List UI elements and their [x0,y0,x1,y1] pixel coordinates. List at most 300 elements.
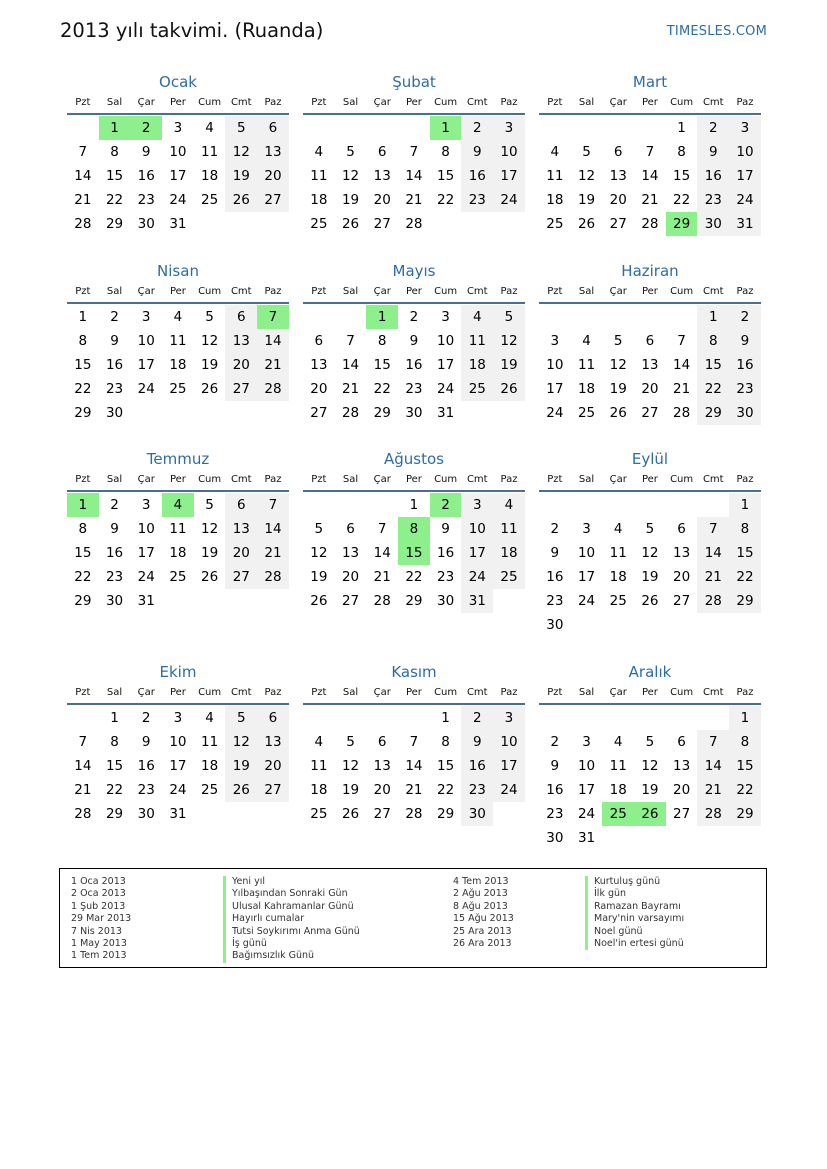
weekday-label: Per [405,687,422,698]
empty-day-cell [493,401,525,425]
month-block [303,71,525,236]
day-cell: 4 [205,710,214,726]
day-cell: 19 [341,782,360,798]
day-cell: 6 [225,305,257,329]
month-name: Ağustos [384,450,444,468]
day-cell: 6 [257,706,289,730]
empty-day-cell [602,116,634,140]
empty-day-cell [634,826,666,850]
day-cell: 23 [405,381,423,397]
day-cell: 20 [609,192,627,208]
day-cell: 21 [405,782,423,798]
legend-date: 2 Oca 2013 [71,888,126,900]
day-cell: 7 [409,734,419,750]
day-cell: 9 [441,521,450,537]
day-cell: 9 [110,333,119,349]
day-cell: 31 [169,806,187,822]
month-name: Temmuz [146,450,210,468]
day-cell: 30 [461,802,493,826]
day-cell: 20 [257,754,289,778]
legend-holiday-name: Noel'in ertesi günü [585,938,684,950]
day-cell: 23 [546,593,564,609]
day-cell: 15 [437,758,455,774]
day-cell: 15 [373,357,391,373]
weekday-header [539,93,761,115]
day-cell: 23 [729,377,761,401]
legend-date: 4 Tem 2013 [453,876,509,887]
empty-day-cell [225,212,257,236]
legend-holiday-name: Bağımsızlık Günü [223,950,360,962]
day-grid [67,493,289,613]
weekday-header [67,93,289,115]
holiday-day-cell: 4 [162,493,194,517]
day-cell: 6 [613,144,623,160]
empty-day-cell [257,212,289,236]
legend-holiday-name: İlk gün [585,888,684,900]
weekday-label: Cmt [230,286,252,297]
day-cell: 7 [346,333,355,349]
day-cell: 8 [729,517,761,541]
day-cell: 14 [74,758,92,774]
day-cell: 12 [609,357,627,373]
day-cell: 21 [673,381,691,397]
day-cell: 6 [645,333,655,349]
day-cell: 16 [105,545,124,561]
brand-link[interactable]: TIMESLES.COM [666,24,767,39]
day-cell: 25 [577,405,596,421]
month-block [303,260,525,425]
empty-day-cell [130,401,162,425]
legend-date: 1 Şub 2013 [71,900,126,912]
weekday-label: Paz [500,286,518,297]
day-cell: 24 [493,188,525,212]
weekday-label: Cum [434,474,458,485]
weekday-label: Çar [137,474,155,485]
day-cell: 2 [729,305,761,329]
legend-name-column [223,876,360,963]
day-cell: 3 [493,116,525,140]
day-cell: 22 [105,192,124,208]
weekday-label: Pzt [311,687,327,698]
day-cell: 28 [405,806,423,822]
weekday-label: Cum [198,687,222,698]
weekday-label: Sal [342,474,359,485]
day-grid [67,116,289,236]
day-cell: 18 [201,168,219,184]
day-cell: 6 [377,144,387,160]
day-cell: 27 [257,778,289,802]
empty-day-cell [303,493,335,517]
day-cell: 2 [110,497,119,513]
day-cell: 14 [341,357,360,373]
empty-day-cell [162,401,194,425]
day-cell: 2 [550,521,560,537]
empty-day-cell [571,493,603,517]
day-cell: 12 [493,329,525,353]
empty-day-cell [461,401,493,425]
weekday-label: Paz [264,474,282,485]
weekday-label: Cum [198,97,222,108]
weekday-label: Cum [670,474,694,485]
day-cell: 30 [105,405,124,421]
empty-day-cell [194,401,226,425]
legend-date: 1 May 2013 [71,937,127,949]
day-cell: 1 [729,493,761,517]
weekday-header [303,470,525,492]
day-cell: 25 [169,569,187,585]
day-cell: 26 [201,381,219,397]
day-cell: 10 [461,517,493,541]
day-cell: 24 [437,381,455,397]
day-cell: 24 [461,565,493,589]
day-cell: 13 [373,758,391,774]
holiday-day-cell: 2 [130,116,162,140]
day-cell: 25 [609,593,627,609]
weekday-label: Cmt [230,97,252,108]
day-cell: 20 [341,569,360,585]
empty-day-cell [697,706,729,730]
weekday-label: Cum [670,687,694,698]
month-name: Mayıs [392,262,436,280]
day-cell: 1 [110,710,119,726]
empty-day-cell [225,401,257,425]
month-name: Aralık [628,663,672,681]
day-cell: 29 [74,593,92,609]
day-cell: 7 [78,734,88,750]
legend-date: 15 Ağu 2013 [453,913,514,925]
day-cell: 11 [546,168,564,184]
empty-day-cell [493,802,525,826]
day-cell: 24 [546,405,564,421]
day-cell: 10 [729,140,761,164]
day-cell: 6 [314,333,324,349]
day-cell: 21 [697,778,729,802]
weekday-label: Pzt [75,687,91,698]
day-cell: 27 [673,806,691,822]
legend-date: 29 Mar 2013 [71,913,132,925]
day-cell: 11 [310,758,328,774]
holiday-day-cell: 29 [666,212,698,236]
empty-day-cell [430,212,462,236]
weekday-label: Sal [106,97,123,108]
day-cell: 19 [201,357,219,373]
day-cell: 23 [437,569,455,585]
day-cell: 8 [729,730,761,754]
day-cell: 8 [78,521,88,537]
weekday-label: Çar [373,97,391,108]
day-cell: 14 [373,545,391,561]
legend-date: 7 Nis 2013 [71,925,122,937]
weekday-header [303,683,525,705]
day-cell: 31 [729,212,761,236]
day-cell: 2 [697,116,729,140]
legend-date: 26 Ara 2013 [453,937,512,949]
empty-day-cell [602,613,634,637]
weekday-label: Cum [198,474,222,485]
day-cell: 13 [310,357,328,373]
day-cell: 14 [673,357,691,373]
weekday-label: Çar [373,286,391,297]
holiday-day-cell: 1 [366,305,398,329]
day-cell: 3 [461,493,493,517]
weekday-label: Cmt [702,97,724,108]
day-cell: 21 [373,569,391,585]
day-cell: 6 [346,521,355,537]
empty-day-cell [225,802,257,826]
legend-holiday-name: Ulusal Kahramanlar Günü [223,901,360,913]
weekday-label: Pzt [547,474,563,485]
day-cell: 25 [546,216,564,232]
legend-holiday-name: Yılbaşından Sonraki Gün [223,888,360,900]
day-cell: 10 [137,521,155,537]
day-cell: 28 [673,405,691,421]
day-cell: 15 [673,168,691,184]
day-cell: 14 [641,168,659,184]
weekday-header [303,282,525,304]
day-cell: 12 [310,545,328,561]
day-cell: 17 [169,168,187,184]
empty-day-cell [634,706,666,730]
empty-day-cell [666,613,698,637]
empty-day-cell [335,706,367,730]
day-cell: 21 [641,192,659,208]
day-cell: 17 [461,541,493,565]
day-cell: 16 [697,164,729,188]
weekday-label: Çar [373,687,391,698]
day-cell: 4 [493,493,525,517]
day-cell: 26 [341,806,360,822]
empty-day-cell [666,706,698,730]
day-cell: 9 [141,144,151,160]
day-cell: 7 [78,144,88,160]
weekday-label: Per [405,474,422,485]
day-cell: 5 [314,521,324,537]
day-cell: 1 [697,305,729,329]
day-cell: 3 [729,116,761,140]
empty-day-cell [461,212,493,236]
empty-day-cell [602,826,634,850]
weekday-header [67,470,289,492]
day-cell: 21 [257,353,289,377]
empty-day-cell [602,493,634,517]
day-cell: 10 [577,758,596,774]
day-cell: 12 [341,168,360,184]
day-cell: 20 [641,381,659,397]
legend-date: 25 Ara 2013 [453,925,512,937]
day-cell: 17 [577,569,596,585]
empty-day-cell [729,613,761,637]
day-cell: 7 [645,144,655,160]
empty-day-cell [162,589,194,613]
empty-day-cell [335,116,367,140]
empty-day-cell [666,826,698,850]
day-cell: 9 [550,545,560,561]
day-cell: 24 [169,192,187,208]
legend-date: 1 Oca 2013 [71,876,126,887]
day-cell: 31 [461,589,493,613]
day-cell: 27 [641,405,659,421]
day-cell: 23 [461,188,493,212]
day-cell: 1 [441,710,450,726]
day-cell: 28 [405,216,423,232]
empty-day-cell [257,802,289,826]
day-cell: 22 [437,192,455,208]
day-cell: 3 [141,309,151,325]
weekday-label: Per [405,97,422,108]
day-cell: 12 [201,521,219,537]
month-name: Haziran [621,262,679,280]
day-cell: 25 [310,806,328,822]
day-cell: 16 [137,168,155,184]
legend-holiday-name: Tutsi Soykırımı Anma Günü [223,926,360,938]
day-cell: 4 [314,144,324,160]
day-cell: 27 [373,216,391,232]
day-cell: 20 [257,164,289,188]
day-cell: 8 [78,333,88,349]
month-block [303,661,525,826]
weekday-label: Paz [500,474,518,485]
day-cell: 24 [729,188,761,212]
weekday-label: Per [169,474,186,485]
day-cell: 17 [729,164,761,188]
day-cell: 31 [577,830,596,846]
day-cell: 17 [137,545,155,561]
day-cell: 30 [105,593,124,609]
weekday-label: Sal [578,474,595,485]
day-cell: 19 [201,545,219,561]
day-cell: 9 [141,734,151,750]
empty-day-cell [697,613,729,637]
day-cell: 15 [729,754,761,778]
legend-name-column [585,876,684,950]
day-cell: 13 [225,329,257,353]
day-cell: 24 [493,778,525,802]
day-cell: 26 [341,216,360,232]
day-cell: 22 [729,778,761,802]
legend-date: 2 Ağu 2013 [453,888,508,900]
weekday-label: Paz [500,97,518,108]
day-cell: 13 [641,357,659,373]
weekday-label: Çar [373,474,391,485]
day-cell: 30 [437,593,455,609]
day-cell: 10 [137,333,155,349]
day-cell: 22 [373,381,391,397]
weekday-header [539,282,761,304]
day-cell: 18 [461,353,493,377]
day-cell: 13 [257,730,289,754]
weekday-label: Çar [609,286,627,297]
day-cell: 4 [173,309,183,325]
day-cell: 5 [205,309,214,325]
legend-date-column [71,876,131,963]
weekday-header [303,93,525,115]
day-cell: 26 [310,593,328,609]
day-cell: 14 [257,517,289,541]
legend-holiday-name: İş günü [223,938,360,950]
empty-day-cell [539,116,571,140]
day-cell: 22 [673,192,691,208]
day-cell: 18 [609,782,627,798]
empty-day-cell [634,305,666,329]
day-cell: 12 [641,545,659,561]
month-name: Ekim [159,663,197,681]
day-cell: 19 [225,164,257,188]
weekday-label: Cmt [702,286,724,297]
empty-day-cell [493,212,525,236]
day-cell: 24 [169,782,187,798]
day-cell: 11 [577,357,596,373]
day-cell: 8 [377,333,387,349]
weekday-label: Paz [264,687,282,698]
day-cell: 9 [697,140,729,164]
empty-day-cell [666,493,698,517]
weekday-label: Cum [670,286,694,297]
day-cell: 3 [493,706,525,730]
page-title: 2013 yılı takvimi. (Ruanda) [60,19,324,42]
day-cell: 24 [577,593,596,609]
empty-day-cell [303,706,335,730]
day-grid [67,305,289,425]
day-cell: 28 [341,405,360,421]
day-cell: 17 [169,758,187,774]
day-grid [303,116,525,236]
day-cell: 14 [405,758,423,774]
weekday-label: Sal [578,687,595,698]
day-cell: 10 [169,734,187,750]
day-cell: 27 [373,806,391,822]
holiday-day-cell: 26 [634,802,666,826]
day-cell: 11 [169,521,187,537]
day-cell: 8 [110,144,119,160]
day-cell: 16 [437,545,455,561]
weekday-label: Çar [609,474,627,485]
day-cell: 14 [257,329,289,353]
day-cell: 11 [310,168,328,184]
empty-day-cell [194,589,226,613]
day-cell: 21 [341,381,360,397]
day-cell: 28 [373,593,391,609]
day-cell: 31 [137,593,155,609]
day-cell: 5 [613,333,623,349]
day-cell: 3 [582,734,591,750]
day-cell: 10 [169,144,187,160]
day-cell: 3 [441,309,450,325]
empty-day-cell [194,802,226,826]
day-cell: 16 [546,569,564,585]
day-cell: 10 [493,140,525,164]
day-cell: 28 [257,565,289,589]
day-cell: 9 [461,140,493,164]
month-block [67,71,289,236]
day-cell: 28 [697,802,729,826]
empty-day-cell [366,706,398,730]
empty-day-cell [697,826,729,850]
day-cell: 9 [409,333,419,349]
empty-day-cell [67,706,99,730]
day-cell: 3 [141,497,151,513]
day-cell: 16 [105,357,124,373]
day-cell: 27 [673,593,691,609]
day-cell: 18 [577,381,596,397]
day-cell: 27 [225,565,257,589]
weekday-label: Cmt [230,474,252,485]
day-cell: 14 [697,541,729,565]
day-cell: 13 [373,168,391,184]
weekday-label: Pzt [75,97,91,108]
weekday-label: Sal [342,286,359,297]
weekday-label: Çar [137,286,155,297]
day-cell: 15 [729,541,761,565]
